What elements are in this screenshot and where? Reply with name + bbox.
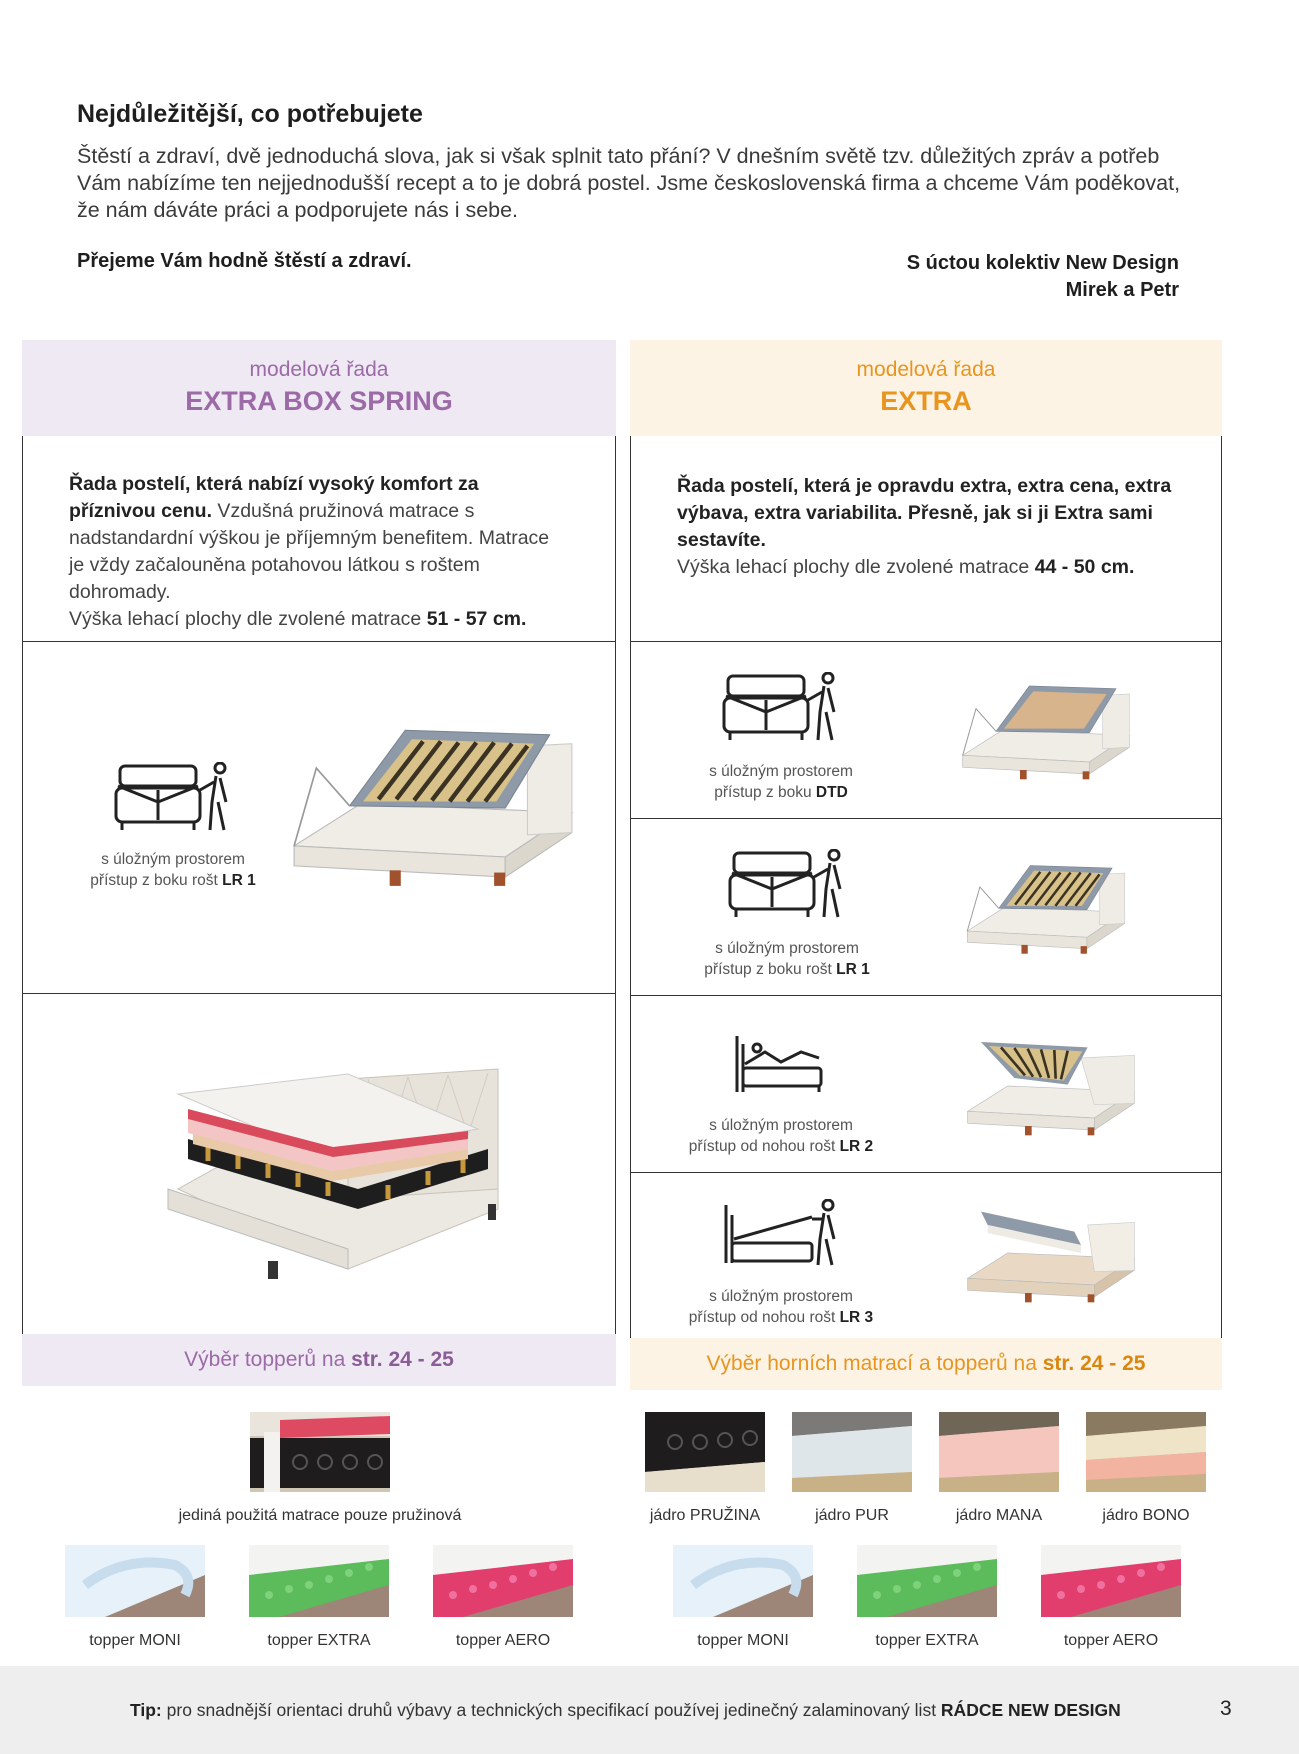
- storage-caption: [681, 1115, 881, 1157]
- bed-photo-lr2: [961, 1024, 1141, 1152]
- caption-line-1: s úložným prostorem: [709, 1288, 853, 1305]
- mattress-swatch-spring: [150, 1412, 490, 1525]
- signature-line-1: S úctou kolektiv New Design: [906, 252, 1179, 274]
- caption-line-2: přístup od nohou rošt: [688, 1138, 840, 1155]
- caption-line-1: s úložným prostorem: [709, 763, 853, 780]
- storage-caption: [681, 1286, 881, 1328]
- topper-aero-image: [1041, 1545, 1181, 1617]
- caption-code: LR 1: [836, 961, 870, 978]
- bed-photo-lr1: [961, 857, 1131, 961]
- core-label: jádro MANA: [955, 1507, 1043, 1524]
- caption-line-2: přístup z boku rošt: [90, 872, 223, 889]
- storage-caption: [687, 938, 887, 980]
- height-value: 44 - 50 cm.: [1034, 556, 1135, 578]
- caption-line-1: s úložným prostorem: [715, 940, 859, 957]
- topper-label: topper MONI: [89, 1632, 181, 1649]
- caption-line-2: přístup z boku: [714, 784, 816, 801]
- core-swatch-bono: [1086, 1412, 1206, 1525]
- storage-caption: [73, 849, 273, 891]
- description-text: Vzdušná pružinová matrace s nadstandardní výškou je příjemným benefitem. Matrace je vždy začalouněna potahovou látkou s roštem dohromady.: [69, 500, 550, 603]
- core-label: jádro PUR: [815, 1507, 889, 1524]
- topper-swatch-aero-right: [1040, 1545, 1182, 1650]
- series-header-right: [630, 340, 1222, 436]
- topper-swatch-aero-left: [432, 1545, 574, 1650]
- series-header-left: [22, 340, 616, 436]
- height-value: 51 - 57 cm.: [426, 608, 527, 630]
- topper-label: topper MONI: [697, 1632, 789, 1649]
- topper-moni-image: [65, 1545, 205, 1617]
- topper-band-right: [630, 1338, 1222, 1390]
- storage-row-lr3: [631, 1173, 1221, 1338]
- core-spring-image: [645, 1412, 765, 1492]
- topper-moni-image: [673, 1545, 813, 1617]
- height-text: Výška lehací plochy dle zvolené matrace: [69, 608, 427, 630]
- series-title: EXTRA: [880, 386, 972, 416]
- bed-photo-dtd: [956, 678, 1136, 786]
- column-extra: [630, 340, 1222, 1390]
- caption-line-2: přístup od nohou rošt: [688, 1309, 840, 1326]
- adjustable-bed-icon: [731, 1030, 831, 1098]
- bed-photo-lr3: [961, 1191, 1141, 1319]
- footer-tip: [130, 1700, 1121, 1721]
- topper-extra-image: [857, 1545, 997, 1617]
- bed-side-lift-icon: [726, 849, 848, 921]
- foot-lift-bed-icon: [720, 1199, 842, 1269]
- wish-text: Přejeme Vám hodně štěstí a zdraví.: [77, 250, 412, 272]
- spring-mattress-image: [250, 1412, 390, 1492]
- caption-line-1: s úložným prostorem: [709, 1117, 853, 1134]
- mattress-label: jediná použitá matrace pouze pružinová: [178, 1507, 462, 1524]
- series-description: [23, 436, 615, 642]
- band-text: Výběr topperů na: [184, 1348, 352, 1371]
- topper-swatch-extra-right: [856, 1545, 998, 1650]
- box-spring-photo-cell: [23, 994, 615, 1334]
- tip-label: Tip:: [130, 1700, 162, 1720]
- core-label: jádro BONO: [1102, 1507, 1190, 1524]
- height-text: Výška lehací plochy dle zvolené matrace: [677, 556, 1035, 578]
- intro-section: [77, 100, 1207, 224]
- bed-side-lift-icon: [112, 762, 234, 834]
- storage-row-dtd: [631, 642, 1221, 819]
- bed-side-lift-icon: [720, 672, 842, 744]
- caption-code: DTD: [815, 784, 848, 801]
- caption-code: LR 2: [839, 1138, 874, 1155]
- core-pur-image: [792, 1412, 912, 1492]
- band-text: Výběr horních matrací a topperů na: [706, 1352, 1043, 1375]
- storage-row-lr1: [23, 642, 615, 994]
- core-swatch-pur: [792, 1412, 912, 1525]
- topper-aero-image: [433, 1545, 573, 1617]
- core-swatch-pruzina: [645, 1412, 765, 1525]
- topper-label: topper AERO: [1063, 1632, 1159, 1649]
- core-swatch-mana: [939, 1412, 1059, 1525]
- footer-bar: [0, 1666, 1299, 1754]
- storage-row-lr2: [631, 996, 1221, 1173]
- series-box-left: [22, 436, 616, 1334]
- page-number: 3: [1220, 1697, 1232, 1720]
- intro-text: Štěstí a zdraví, dvě jednoduchá slova, jak si však splnit tato přání? V dnešním světě tzv. důležitých zpráv a potřeb Vám nabízíme ten nejjednodušší recept a to je dobrá postel. Jsme československá firma a chceme Vám poděkovat, že nám dáváte práci a podporujete nás i sebe.: [77, 144, 1181, 222]
- core-bono-image: [1086, 1412, 1206, 1492]
- page-title: Nejdůležitější, co potřebujete: [77, 100, 423, 128]
- series-subtitle: modelová řada: [249, 358, 389, 381]
- topper-label: topper EXTRA: [875, 1632, 979, 1649]
- caption-code: LR 1: [222, 872, 256, 889]
- tip-brand: RÁDCE NEW DESIGN: [940, 1700, 1121, 1720]
- caption-line-2: přístup z boku rošt: [704, 961, 837, 978]
- topper-swatch-moni-right: [672, 1545, 814, 1650]
- topper-label: topper EXTRA: [267, 1632, 371, 1649]
- box-spring-bed-photo: [148, 1039, 518, 1289]
- band-page-link: str. 24 - 25: [351, 1348, 454, 1371]
- core-label: jádro PRUŽINA: [649, 1507, 761, 1524]
- topper-extra-image: [249, 1545, 389, 1617]
- series-title: EXTRA BOX SPRING: [185, 386, 453, 416]
- topper-band-left: [22, 1334, 616, 1386]
- core-mana-image: [939, 1412, 1059, 1492]
- description-bold: Řada postelí, která nabízí vysoký komfort za příznivou cenu.: [69, 473, 479, 522]
- bed-photo-lr1: [283, 722, 583, 892]
- storage-row-lr1: [631, 819, 1221, 996]
- storage-caption: [681, 761, 881, 803]
- caption-line-1: s úložným prostorem: [101, 851, 245, 868]
- series-box-right: [630, 436, 1222, 1338]
- tip-text: pro snadnější orientaci druhů výbavy a technických specifikací používej jedinečný zalaminovaný list: [161, 1700, 941, 1720]
- signature: [907, 250, 1179, 304]
- series-subtitle: modelová řada: [856, 358, 996, 381]
- column-extra-box-spring: [22, 340, 616, 1386]
- signature-line-2: Mirek a Petr: [1065, 279, 1179, 301]
- topper-swatch-moni-left: [64, 1545, 206, 1650]
- topper-swatch-extra-left: [248, 1545, 390, 1650]
- band-page-link: str. 24 - 25: [1042, 1352, 1146, 1375]
- series-description: [631, 436, 1221, 642]
- description-bold: Řada postelí, která je opravdu extra, extra cena, extra výbava, extra variabilita. Přesně, jak si ji Extra sami sestavíte.: [677, 475, 1172, 551]
- topper-label: topper AERO: [455, 1632, 551, 1649]
- caption-code: LR 3: [839, 1309, 874, 1326]
